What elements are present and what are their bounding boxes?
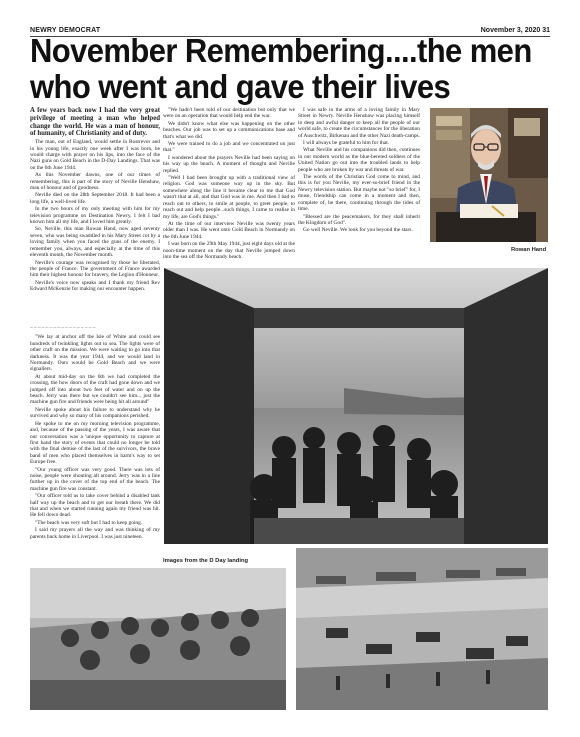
paragraph: We didn't know what else was happening on the other beaches. Our job was to set up a communications base and that's what we did. bbox=[163, 120, 295, 140]
paragraph: We were trained to do a job and we concentrated on just that." bbox=[163, 141, 295, 154]
headline: November Remembering....the men who went and gave their lives bbox=[30, 31, 532, 106]
portrait-photo bbox=[430, 108, 548, 242]
troops-boat-illustration bbox=[30, 568, 286, 710]
paragraph: I was safe in the arms of a loving family in Mary Street in Newry. Neville Henshaw was placing himself in deep and awful danger to keep all the people of our world safe, to create the circumstances for the liberation of Auschwitz, Birkenau and the other Nazi death-camps. bbox=[298, 107, 420, 139]
paragraph: "Our young officer was very good. There was lots of noise, people were shouting all around. Jerry was in a line further up in the cover of the top end of the beach. The machine gun fire was constant. bbox=[30, 466, 160, 492]
paragraph: So, Neville, this man Rowan Hand, now aged seventy seven, who was being swaddled in his Mary Street cot by a loving family when you faced the guns of the enemy. I remember you, always, and especially at the time of this eleventh month, the November month. bbox=[30, 226, 160, 259]
paragraph: At about mid-day on the 6th we had completed the crossing, the bow doors of the craft had gone down and we jumped off into about two feet of water and on up the beach. Jerry was there but we couldn't see him... just the machine gun fire and friends were being hit all around" bbox=[30, 373, 160, 406]
paragraph: "We lay at anchor off the Isle of White and could see hundreds of twinkling lights out to sea. The lights were of other craft on the mission. We were waiting to go into that darkness. It was the year 1944, and we would land in Normandy. Ours would be Gold Beach and we were signallers. bbox=[30, 334, 160, 373]
article-lead: A few years back now I had the very great privilege of meeting a man who helped change the world. He was a man of honour, of humanity, of Christianity and of duty. bbox=[30, 107, 160, 138]
paragraph: At the time of our interview Neville was twenty years older than I was. He went onto Gold Beach in Normandy on the 6th June 1944. bbox=[163, 220, 295, 240]
article-column-1-continued bbox=[30, 322, 160, 540]
section-separator: ~~~~~~~~~~~~~~~~~ bbox=[30, 325, 97, 331]
paragraph: "Well I had been brought up with a traditional view of religion. God was someone way up in the sky. But somewhere along the line it became clear to me that God wasn't that at all, and that God was in me. And then I had to reach out to others, to smile at people, to greet people, to reach out and help people...such things, I came to realise in my life, are God's things." bbox=[163, 175, 295, 220]
paragraph: "The beach was very soft but I had to keep going. bbox=[35, 519, 143, 526]
paragraph: In the two hours of my only meeting with him for my television programme on Destination Newry, I felt I had known him all my life, and I loved him greatly. bbox=[30, 206, 160, 226]
paragraph: I wondered about the prayers Neville had been saying on his way up the beach. A moment of thought and Neville replied. bbox=[163, 154, 295, 174]
paragraph: Neville's voice now speaks and I thank my friend Rev Edward McKenzie for making our encounter happen. bbox=[30, 279, 160, 293]
paragraph: "Our officer told us to take cover behind a disabled tank half way up the beach and to get our breath there. We did that and when we started running again my friend was hit. He fell down dead. bbox=[30, 493, 160, 519]
portrait-illustration bbox=[430, 108, 548, 242]
paragraph: He spoke to me on my morning television programme, and, because of the passing of the years, I was aware that our conversation was a 'unique opportunity to capture at first hand the story of events that could no longer be told with the final demise of the last of the survivors, the brave band of men who placed themselves in harm's way to set Europe free. bbox=[30, 420, 160, 466]
troops-boat-photo bbox=[30, 568, 286, 710]
paragraph: "We hadn't been told of our destination but only that we were on an operation that would help end the war. bbox=[163, 107, 295, 120]
landing-caption: Images from the D Day landing bbox=[163, 558, 249, 564]
dday-landing-photo bbox=[164, 268, 548, 544]
publication-name: NEWRY DEMOCRAT bbox=[30, 27, 101, 34]
paragraph: I was born on the 29th May 1944, just eight days old at the noon-time moment on the day that Neville jumped down into the sea off the Normandy beach. bbox=[163, 241, 295, 260]
landing-craft-illustration bbox=[164, 268, 548, 544]
paragraph: "Blessed are the peacemakers, for they shall inherit the Kingdom of God". bbox=[298, 213, 420, 226]
paragraph: Go well Neville. We look for you beyond the stars. bbox=[303, 227, 413, 234]
issue-date: November 3, 2020 31 bbox=[480, 27, 550, 34]
paragraph: What Neville and his companions did then, continues in our modern world as the blue-bereted soldiers of the United Nation go out into the troubled lands to help people who are broken by war and threats of war. bbox=[298, 147, 420, 173]
paragraph: I will always be grateful to him for that. bbox=[303, 140, 390, 147]
paragraph: Neville died on the 28th September 2018. It had been a long life, a well-lived life. bbox=[30, 192, 160, 205]
paragraph: As this November dawns, one of our times of remembering, this is part of the story of Neville Henshaw, man of honour and of goodness. bbox=[30, 172, 160, 192]
paragraph: I said my prayers all the way and was thinking of my parents back home in Liverpool. I was just nineteen. bbox=[30, 527, 160, 540]
paragraph: The man, out of England, would settle in Rostrevor and in his young life, exactly one week after I was born, he would charge with prayer on his lips, into the face of the Nazi guns on Gold Beach in the D-Day Landings. That was on the 6th June 1944. bbox=[30, 139, 160, 171]
paragraph: The words of the Christian God come to mind, and this is for you Neville, my ever-so-brief friend in the Newry television station. But maybe not "so brief" for, I muse, friendship can come in a moment and then, complete of, be there, continuing through the tides of time. bbox=[298, 174, 420, 213]
portrait-caption: Rowan Hand bbox=[511, 247, 547, 253]
paragraph: Neville's courage was recognised by those he liberated, the people of France. The government of France awarded him their highest honour for bravery, the Legion d'Honneur. bbox=[30, 259, 160, 279]
paragraph: Neville spoke about his failure to understand why he survived and why so many of his companions perished. bbox=[30, 406, 160, 420]
beach-ships-illustration bbox=[296, 548, 548, 710]
article-column-1 bbox=[30, 107, 160, 307]
article-column-3 bbox=[298, 107, 420, 257]
beach-ships-photo bbox=[296, 548, 548, 710]
article-column-2 bbox=[163, 107, 295, 267]
